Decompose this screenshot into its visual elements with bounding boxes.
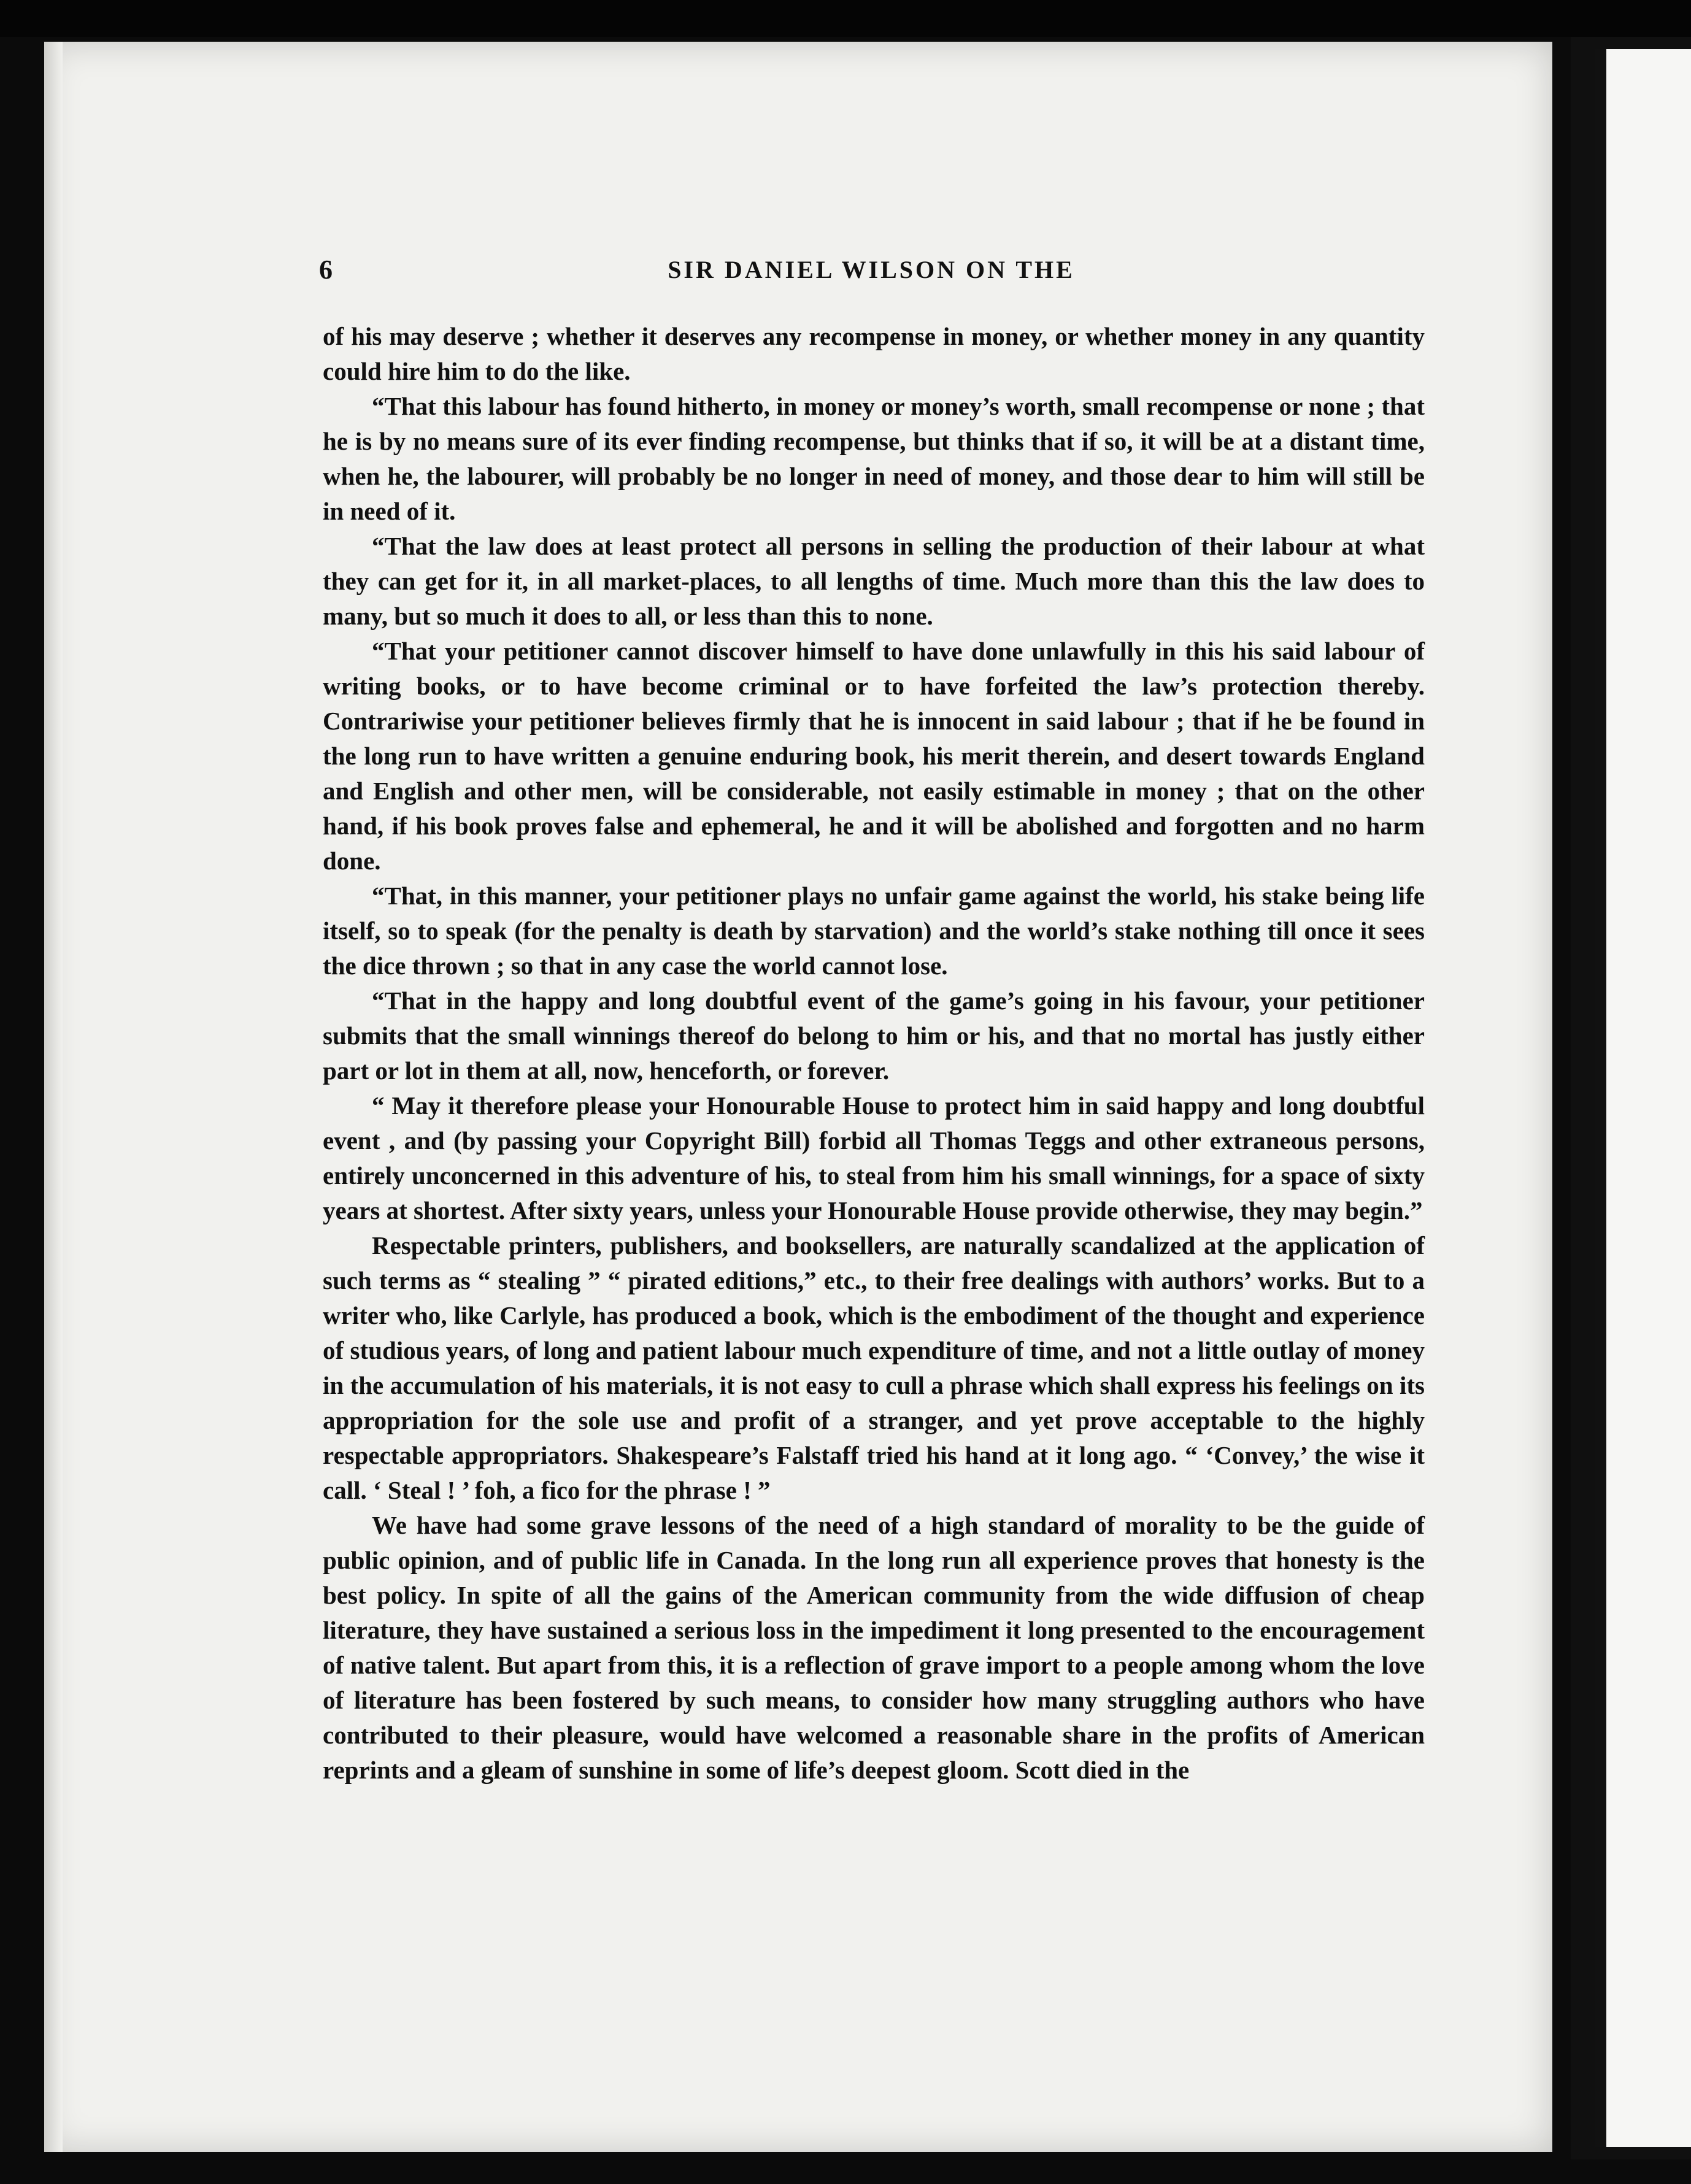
body-paragraph: We have had some grave lessons of the need of a high standard of morality to be the guide of public opinion, and of public life in Canada. In the long run all experience proves that honesty is the best policy. In spite of all the gains of the American community from the wide diffusion of cheap literature, they have sustained a serious loss in the impediment it long presented to the encouragement of native talent. But apart from this, it is a reflection of grave import to a people among whom the love of literature has been fostered by such means, to consider how many struggling authors who have contributed to their pleasure, would have welcomed a reasonable share in the profits of American reprints and a gleam of sunshine in some of life’s deepest gloom. Scott died in the <box>323 1511 1425 1784</box>
page-number: 6 <box>319 255 333 285</box>
petition-paragraph: “That in the happy and long doubtful event of the game’s going in his favour, your petitioner submits that the small winnings thereof do belong to him or his, and that no mortal has justly either part or lot in them at all, now, henceforth, or forever. <box>323 986 1425 1085</box>
page-gutter-shadow <box>44 42 63 2152</box>
petition-paragraph: “That this labour has found hitherto, in money or money’s worth, small recompense or none ; that he is by no means sure of its ever finding recompense, but thinks that if so, it will be at a distant time, when he, the labourer, will probably be no longer in need of money, and those dear to him will still be in need of it. <box>323 392 1425 525</box>
petition-paragraph: “ May it therefore please your Honourable House to protect him in said happy and long doubtful event , and (by passing your Copyright Bill) forbid all Thomas Teggs and other extraneous persons, entirely unconcerned in this adventure of his, to steal from him his small winnings, for a space of sixty years at shortest. After sixty years, unless your Honourable House provide otherwise, they may begin.” <box>323 1091 1425 1225</box>
paragraph-continued: of his may deserve ; whether it deserves any recompense in money, or whether money in any quantity could hire him to do the like. <box>323 322 1425 385</box>
next-page-edge <box>1595 49 1691 2147</box>
petition-paragraph: “That the law does at least protect all persons in selling the production of their labour at what they can get for it, in all market-places, to all lengths of time. Much more than this the law does to many, but so much it does to all, or less than this to none. <box>323 532 1425 630</box>
body-text <box>323 319 1425 1788</box>
petition-paragraph: “That, in this manner, your petitioner plays no unfair game against the world, his stake being life itself, so to speak (for the penalty is death by starvation) and the world’s stake nothing till once it sees the dice thrown ; so that in any case the world cannot lose. <box>323 882 1425 980</box>
scan-border-top <box>0 0 1691 37</box>
running-head <box>319 248 1423 291</box>
body-paragraph: Respectable printers, publishers, and booksellers, are naturally scandalized at the application of such terms as “ stealing ” “ pirated editions,” etc., to their free dealings with authors’ works. But to a writer who, like Carlyle, has produced a book, which is the embodiment of the thought and experience of studious years, of long and patient labour much expenditure of time, and not a little outlay of money in the accumulation of his materials, it is not easy to cull a phrase which shall express his feelings on its appropriation for the sole use and profit of a stranger, and yet prove acceptable to the highly respectable appropriators. Shakespeare’s Falstaff tried his hand at it long ago. “ ‘Convey,’ the wise it call. ‘ Steal ! ’ foh, a fico for the phrase ! ” <box>323 1231 1425 1504</box>
petition-paragraph: “That your petitioner cannot discover himself to have done unlawfully in this his said labour of writing books, or to have become criminal or to have forfeited the law’s protection thereby. Contrariwise your petitioner believes firmly that he is innocent in said labour ; that if he be found in the long run to have written a genuine enduring book, his merit therein, and desert towards England and English and other men, will be considerable, not easily estimable in money ; that on the other hand, if his book proves false and ephemeral, he and it will be abolished and forgotten and no harm done. <box>323 637 1425 875</box>
running-head-title: SIR DANIEL WILSON ON THE <box>668 256 1075 283</box>
